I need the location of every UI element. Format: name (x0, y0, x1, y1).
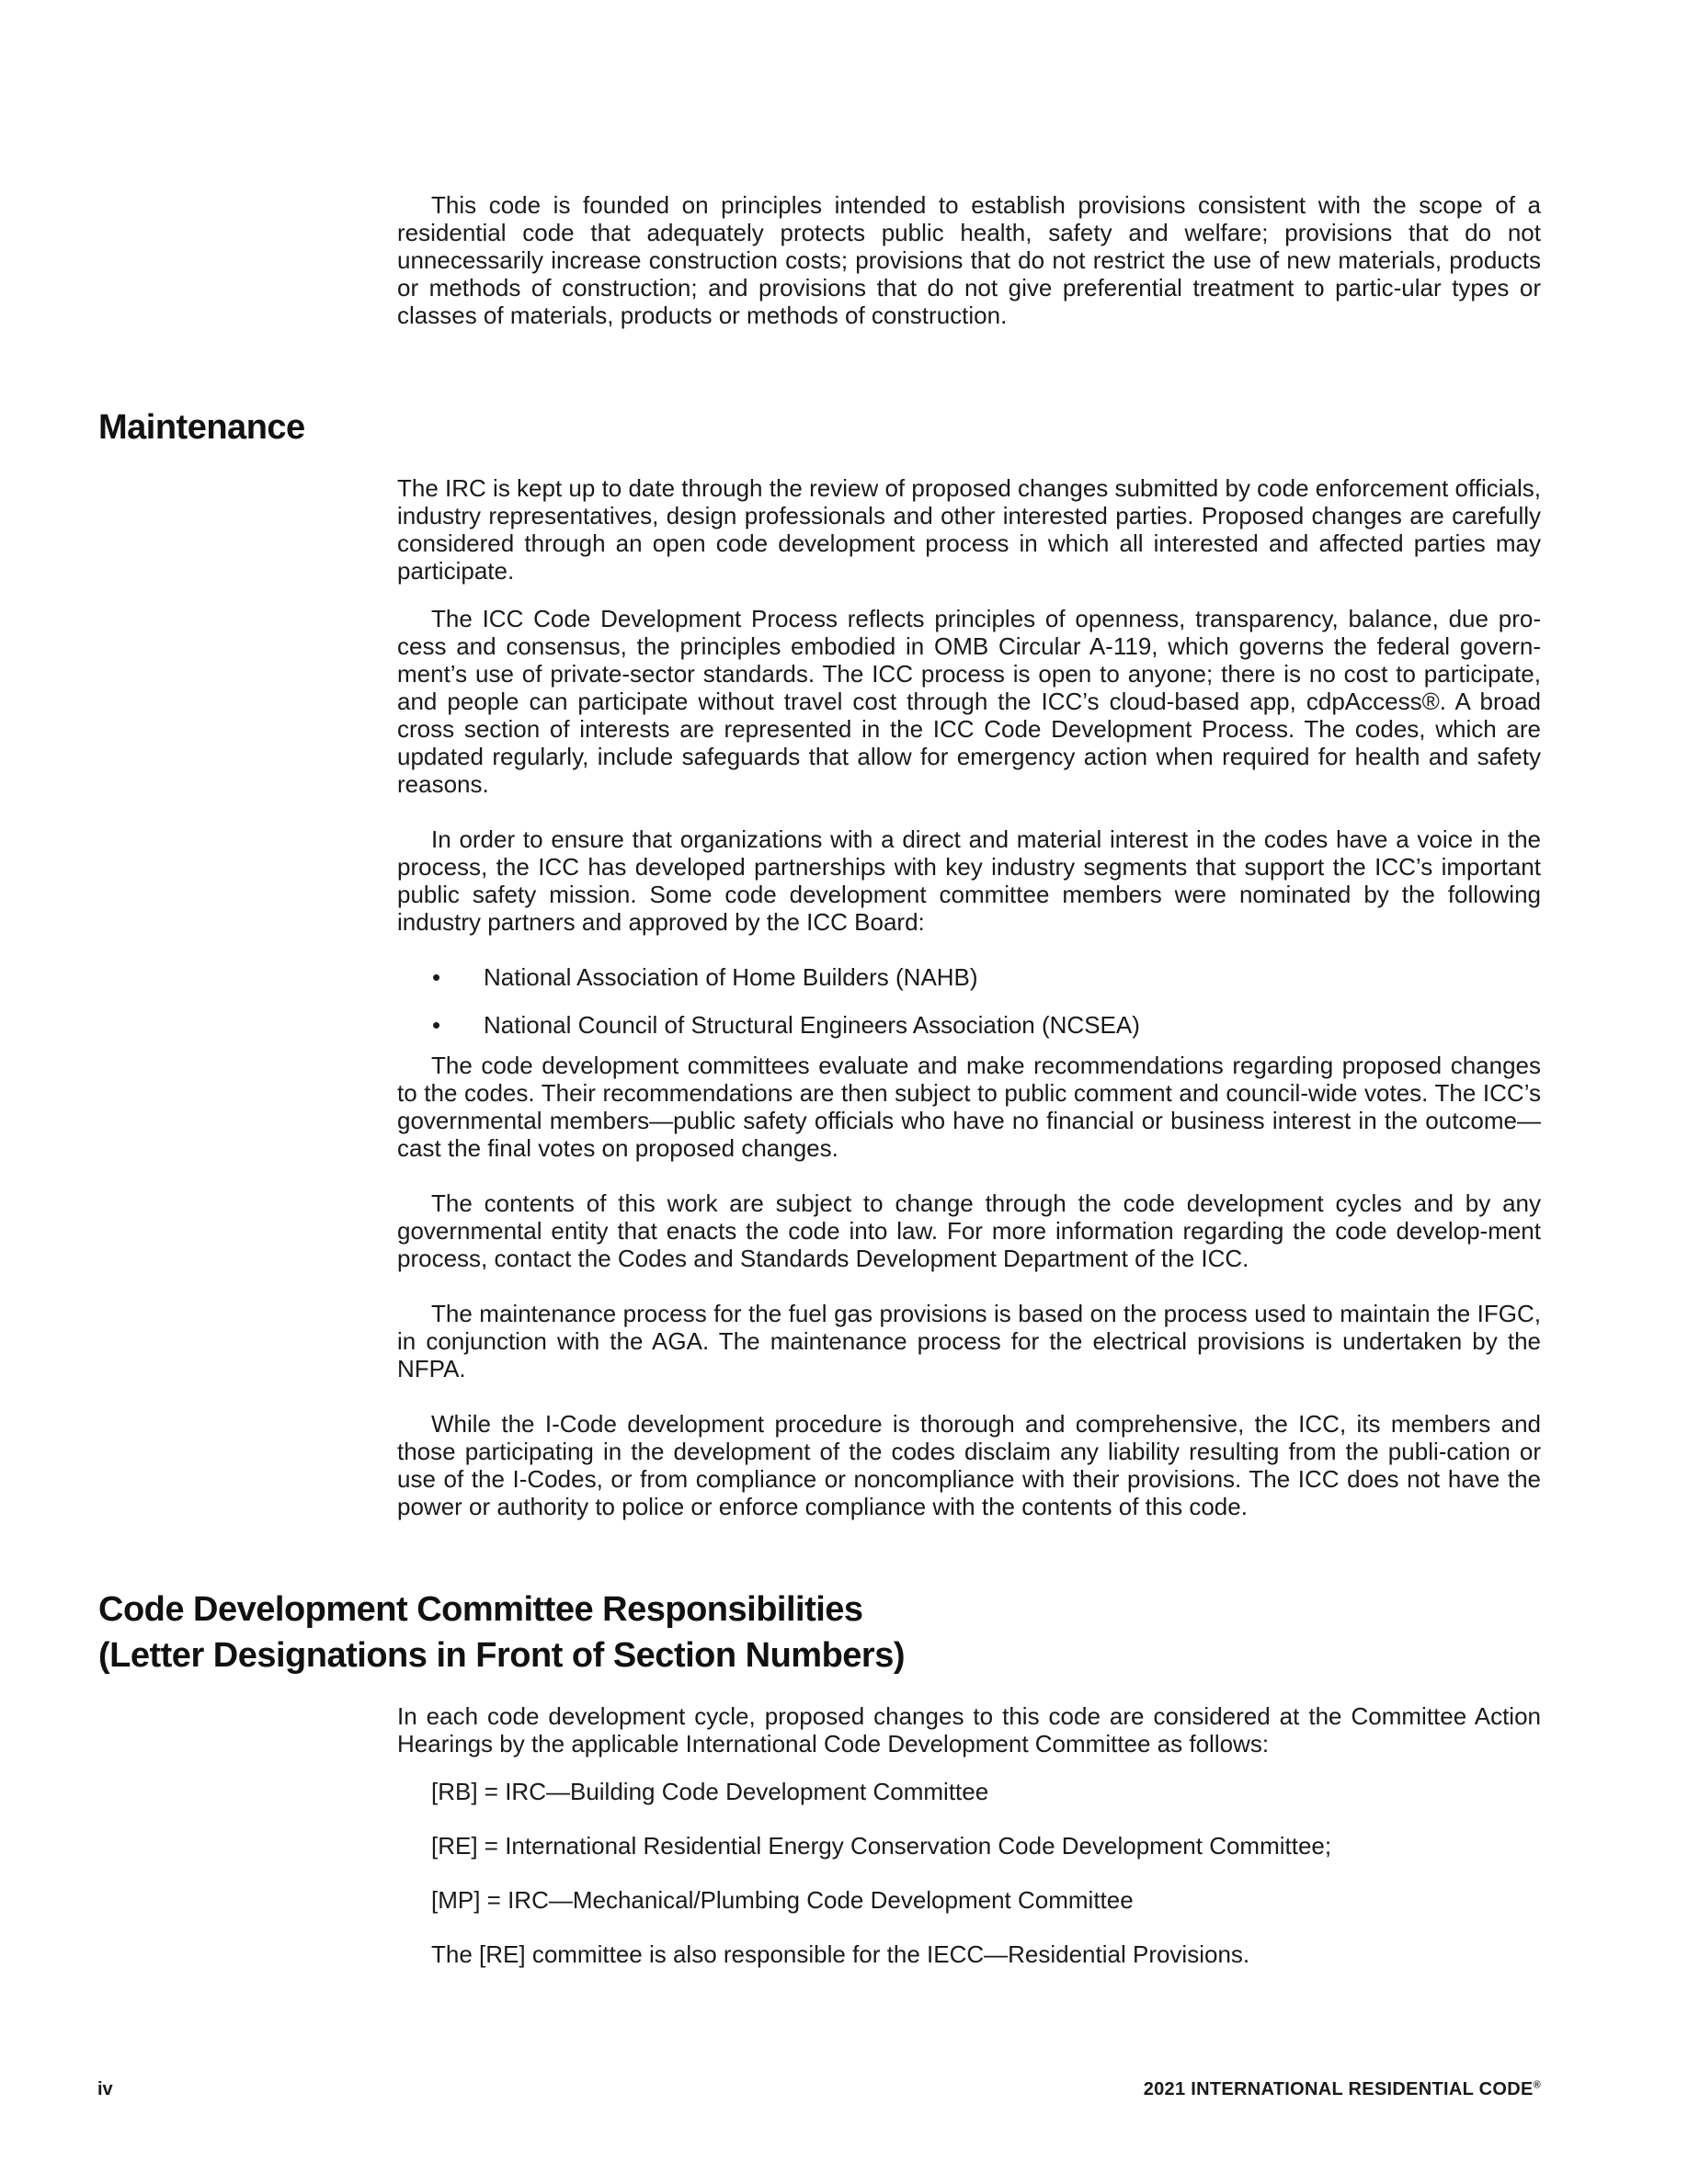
committee-note: The [RE] committee is also responsible for the IECC—Residential Provisions. (431, 1940, 1250, 1968)
maintenance-paragraph-6: The maintenance process for the fuel gas provisions is based on the process used to maintain the IFGC, in conjunction with the AGA. The maintenance process for the electrical provisions is undertaken by the NFPA. (397, 1300, 1541, 1382)
running-footer-title (1144, 2079, 1541, 2100)
committee-item-re: [RE] = International Residential Energy Conservation Code Development Committee; (431, 1832, 1332, 1860)
page-number: iv (97, 2079, 113, 2099)
committee-heading (98, 1587, 905, 1678)
maintenance-section (397, 474, 1541, 1520)
committee-heading-line-2: (Letter Designations in Front of Section Numbers) (98, 1636, 905, 1675)
maintenance-heading: Maintenance (98, 408, 305, 447)
intro-section (397, 191, 1541, 329)
maintenance-paragraph-3: In order to ensure that organizations with a direct and material interest in the codes have a voice in the process, the ICC has developed partnerships with key industry segments that support the ICC’s important public safety mission. Some code development committee members were nominated by the following industry partners and approved by the ICC Board: (397, 825, 1541, 936)
maintenance-paragraph-2: The ICC Code Development Process reflects principles of openness, transparency, balance, due pro-cess and consensus, the principles embodied in OMB Circular A-119, which governs the federal govern-ment’s use of private-sector standards. The ICC process is open to anyone; there is no cost to participate, and people can participate without travel cost through the ICC’s cloud-based app, cdpAccess®. A broad cross section of interests are represented in the ICC Code Development Process. The codes, which are updated regularly, include safeguards that allow for emergency action when required for health and safety reasons. (397, 605, 1541, 798)
footer-title-text: 2021 INTERNATIONAL RESIDENTIAL CODE (1143, 2079, 1534, 2099)
committee-heading-line-1: Code Development Committee Responsibilities (98, 1590, 863, 1629)
registered-mark: ® (1533, 2079, 1541, 2091)
committee-item-mp: [MP] = IRC—Mechanical/Plumbing Code Development Committee (431, 1886, 1134, 1914)
maintenance-paragraph-1: The IRC is kept up to date through the review of proposed changes submitted by code enforcement officials, industry representatives, design professionals and other interested parties. Proposed changes are carefully considered through an open code development process in which all interested and affected parties may participate. (397, 474, 1541, 585)
intro-paragraph: This code is founded on principles intended to establish provisions consistent with the scope of a residential code that adequately protects public health, safety and welfare; provisions that do not unnecessarily increase construction costs; provisions that do not restrict the use of new materials, products or methods of construction; and provisions that do not give preferential treatment to partic-ular types or classes of materials, products or methods of construction. (397, 191, 1541, 329)
list-item-text: National Council of Structural Engineers Association (NCSEA) (484, 1011, 1140, 1039)
committee-section (397, 1702, 1541, 1968)
committee-paragraph: In each code development cycle, proposed changes to this code are considered at the Committee Action Hearings by the applicable International Code Development Committee as follows: (397, 1702, 1541, 1757)
list-item (397, 963, 1541, 991)
maintenance-paragraph-5: The contents of this work are subject to change through the code development cycles and by any governmental entity that enacts the code into law. For more information regarding the code develop-ment process, contact the Codes and Standards Development Department of the ICC. (397, 1189, 1541, 1272)
bullet-marker: • (432, 963, 441, 991)
maintenance-paragraph-4: The code development committees evaluate and make recommendations regarding proposed changes to the codes. Their recommendations are then subject to public comment and council-wide votes. The ICC’s governmental members—public safety officials who have no financial or business interest in the outcome—cast the final votes on proposed changes. (397, 1052, 1541, 1162)
list-item (397, 1011, 1541, 1039)
list-item-text: National Association of Home Builders (NAHB) (484, 963, 978, 991)
bullet-marker: • (432, 1011, 441, 1039)
committee-item-rb: [RB] = IRC—Building Code Development Committee (431, 1778, 989, 1805)
partner-list (397, 963, 1541, 1039)
maintenance-paragraph-7: While the I-Code development procedure is thorough and comprehensive, the ICC, its members and those participating in the development of the codes disclaim any liability resulting from the publi-cation or use of the I-Codes, or from compliance or noncompliance with their provisions. The ICC does not have the power or authority to police or enforce compliance with the contents of this code. (397, 1410, 1541, 1520)
